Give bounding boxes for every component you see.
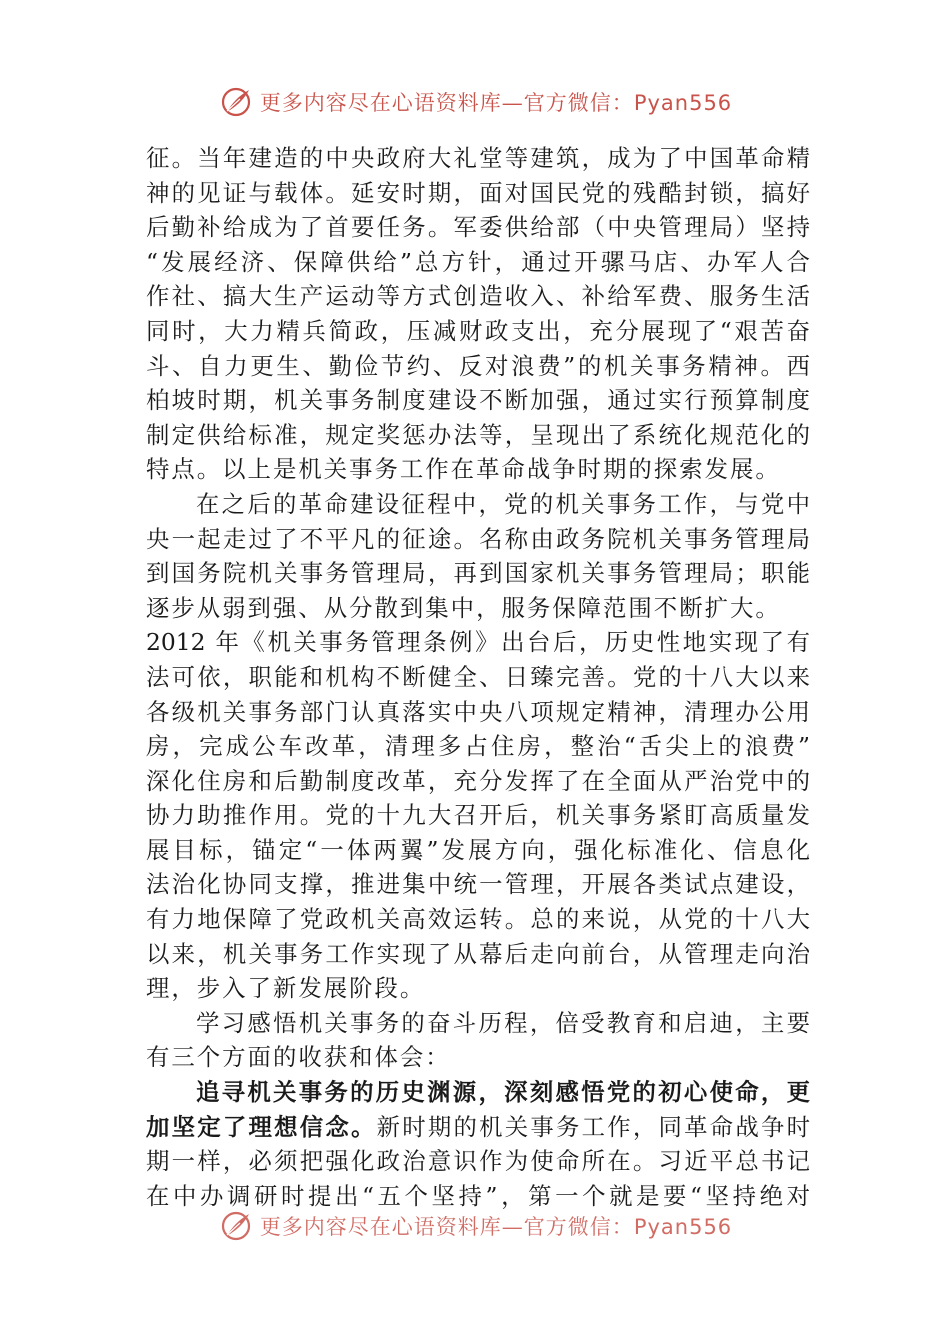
heading-following-text: 新时期的机关事务工作，同革命战争时 [376,1112,810,1141]
body-line: 展目标，锚定“一体两翼”发展方向，强化标准化、信息化 [146,835,810,864]
body-line: 逐步从弱到强、从分散到集中，服务保障范围不断扩大。 [146,593,781,622]
document-body [146,141,810,1216]
body-line: 制定供给标准，规定奖惩办法等，呈现出了系统化规范化的 [146,420,810,449]
body-line: 法治化协同支撑，推进集中统一管理，开展各类试点建设， [146,870,810,899]
body-line: 协力助推作用。党的十九大召开后，机关事务紧盯高质量发 [146,801,810,830]
header-watermark-banner [0,82,950,122]
paragraph-start-line: 学习感悟机关事务的奋斗历程，倍受教育和启迪，主要 [196,1008,810,1037]
body-line: 2012 年《机关事务管理条例》出台后，历史性地实现了有 [146,628,810,657]
body-line: 特点。以上是机关事务工作在革命战争时期的探索发展。 [146,455,781,484]
body-line: 在中办调研时提出“五个坚持”，第一个就是要“坚持绝对 [146,1181,810,1210]
body-line: 征。当年建造的中央政府大礼堂等建筑，成为了中国革命精 [146,144,810,172]
footer-watermark-banner [0,1206,950,1246]
footer-wechat-id: Pyan556 [633,1215,733,1239]
body-line: 深化住房和后勤制度改革，充分发挥了在全面从严治党中的 [146,766,810,795]
footer-banner-text: 更多内容尽在心语资料库—官方微信：Pyan556 [259,1215,733,1239]
body-line: 法可依，职能和机构不断健全、日臻完善。党的十八大以来 [146,662,810,691]
body-line: “发展经济、保障供给”总方针，通过开骡马店、办军人合 [146,247,810,276]
header-wechat-id: Pyan556 [633,91,733,115]
body-line: 同时，大力精兵简政，压减财政支出，充分展现了“艰苦奋 [146,316,810,345]
bold-heading-tail: 加坚定了理想信念。 [146,1112,377,1141]
header-banner-text: 更多内容尽在心语资料库—官方微信：Pyan556 [259,91,733,115]
body-line: 各级机关事务部门认真落实中央八项规定精神，清理办公用 [146,697,810,726]
body-line: 柏坡时期，机关事务制度建设不断加强，通过实行预算制度 [146,386,810,415]
body-line: 斗、自力更生、勤俭节约、反对浪费”的机关事务精神。西 [146,351,810,380]
body-line: 有三个方面的收获和体会： [146,1043,451,1072]
body-line: 神的见证与载体。延安时期，面对国民党的残酷封锁，搞好 [146,178,810,207]
body-line: 作社、搞大生产运动等方式创造收入、补给军费、服务生活 [146,282,810,311]
body-line: 到国务院机关事务管理局，再到国家机关事务管理局；职能 [146,559,810,588]
body-line: 以来，机关事务工作实现了从幕后走向前台，从管理走向治 [146,939,810,968]
body-line: 理，步入了新发展阶段。 [146,974,426,1003]
body-line: 期一样，必须把强化政治意识作为使命所在。习近平总书记 [146,1147,810,1176]
body-line: 后勤补给成为了首要任务。军委供给部（中央管理局）坚持 [146,213,810,242]
body-line: 央一起走过了不平凡的征途。名称由政务院机关事务管理局 [146,524,810,553]
feather-logo-icon [218,84,254,120]
feather-logo-icon [218,1208,254,1244]
body-line: 房，完成公车改革，清理多占住房，整治“舌尖上的浪费” [146,732,810,761]
paragraph-start-line: 在之后的革命建设征程中，党的机关事务工作，与党中 [196,489,810,518]
body-line: 有力地保障了党政机关高效运转。总的来说，从党的十八大 [146,905,810,934]
bold-heading-line: 追寻机关事务的历史渊源，深刻感悟党的初心使命，更 [196,1078,810,1107]
heading-continuation-line [146,1110,810,1145]
